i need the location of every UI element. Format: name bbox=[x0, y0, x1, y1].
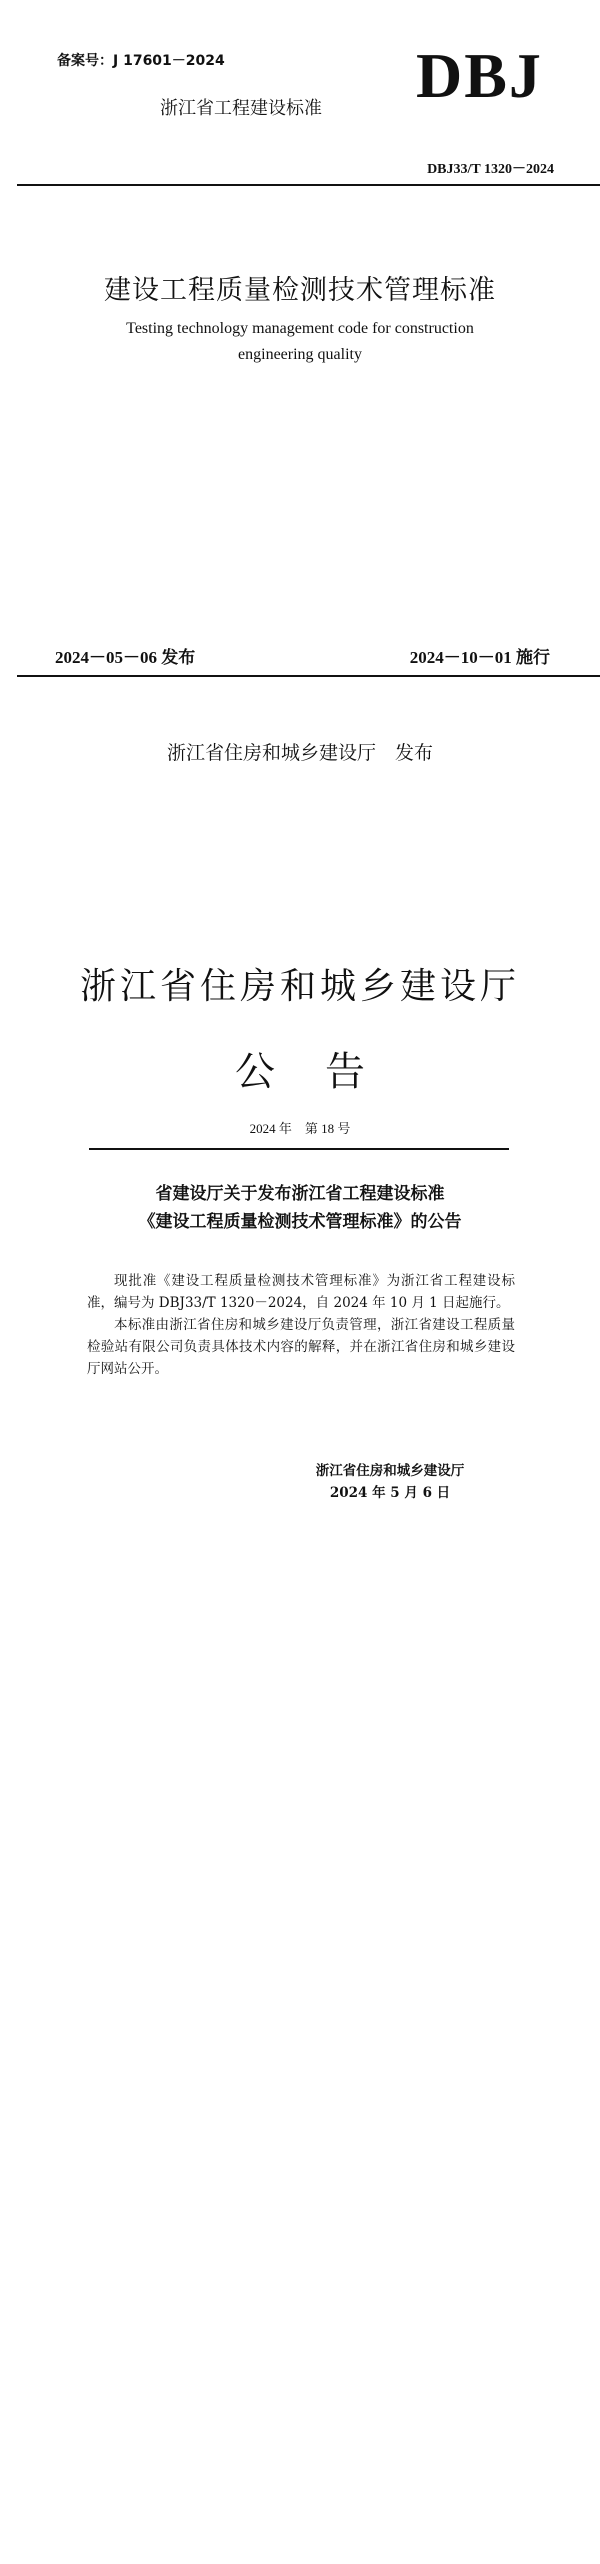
department-name: 浙江省住房和城乡建设厅 bbox=[79, 966, 520, 1007]
notice-title: 公告 bbox=[235, 1049, 415, 1095]
cover-title-english bbox=[0, 316, 600, 368]
cover-title-english-line-2: engineering quality bbox=[238, 346, 362, 363]
date-divider bbox=[17, 675, 600, 677]
standard-series-name: 浙江省工程建设标准 bbox=[160, 98, 322, 119]
notice-heading-line-1: 省建设厅关于发布浙江省工程建设标准 bbox=[155, 1184, 445, 1204]
notice-body bbox=[87, 1270, 515, 1380]
issue-date: 2024－05－06 发布 bbox=[55, 648, 196, 667]
effective-date: 2024－10－01 施行 bbox=[409, 648, 550, 667]
signature-block bbox=[300, 1460, 480, 1504]
cover-title-english-line-1: Testing technology management code for construction bbox=[126, 320, 474, 337]
dbj-logo: DBJ bbox=[416, 40, 543, 111]
signature-date: 2024 年 5 月 6 日 bbox=[329, 1485, 451, 1501]
filing-number: 备案号：J 17601－2024 bbox=[57, 53, 225, 69]
notice-number: 2024 年 第 18 号 bbox=[249, 1121, 351, 1136]
signature-organization: 浙江省住房和城乡建设厅 bbox=[315, 1463, 465, 1479]
standard-code: DBJ33/T 1320－2024 bbox=[427, 162, 554, 177]
notice-divider bbox=[89, 1148, 509, 1150]
notice-paragraph-1: 现批准《建设工程质量检测技术管理标准》为浙江省工程建设标准，编号为 DBJ33/T 1320－2024，自 2024 年 10 月 1 日起施行。 bbox=[87, 1273, 515, 1311]
notice-heading bbox=[0, 1180, 600, 1236]
publisher-line: 浙江省住房和城乡建设厅 发布 bbox=[166, 742, 433, 764]
header-divider bbox=[17, 184, 600, 186]
notice-heading-line-2: 《建设工程质量检测技术管理标准》的公告 bbox=[138, 1212, 462, 1232]
notice-paragraph-2: 本标准由浙江省住房和城乡建设厅负责管理，浙江省建设工程质量检验站有限公司负责具体技术内容的解释，并在浙江省住房和城乡建设厅网站公开。 bbox=[87, 1317, 515, 1377]
cover-title-chinese: 建设工程质量检测技术管理标准 bbox=[104, 275, 496, 306]
